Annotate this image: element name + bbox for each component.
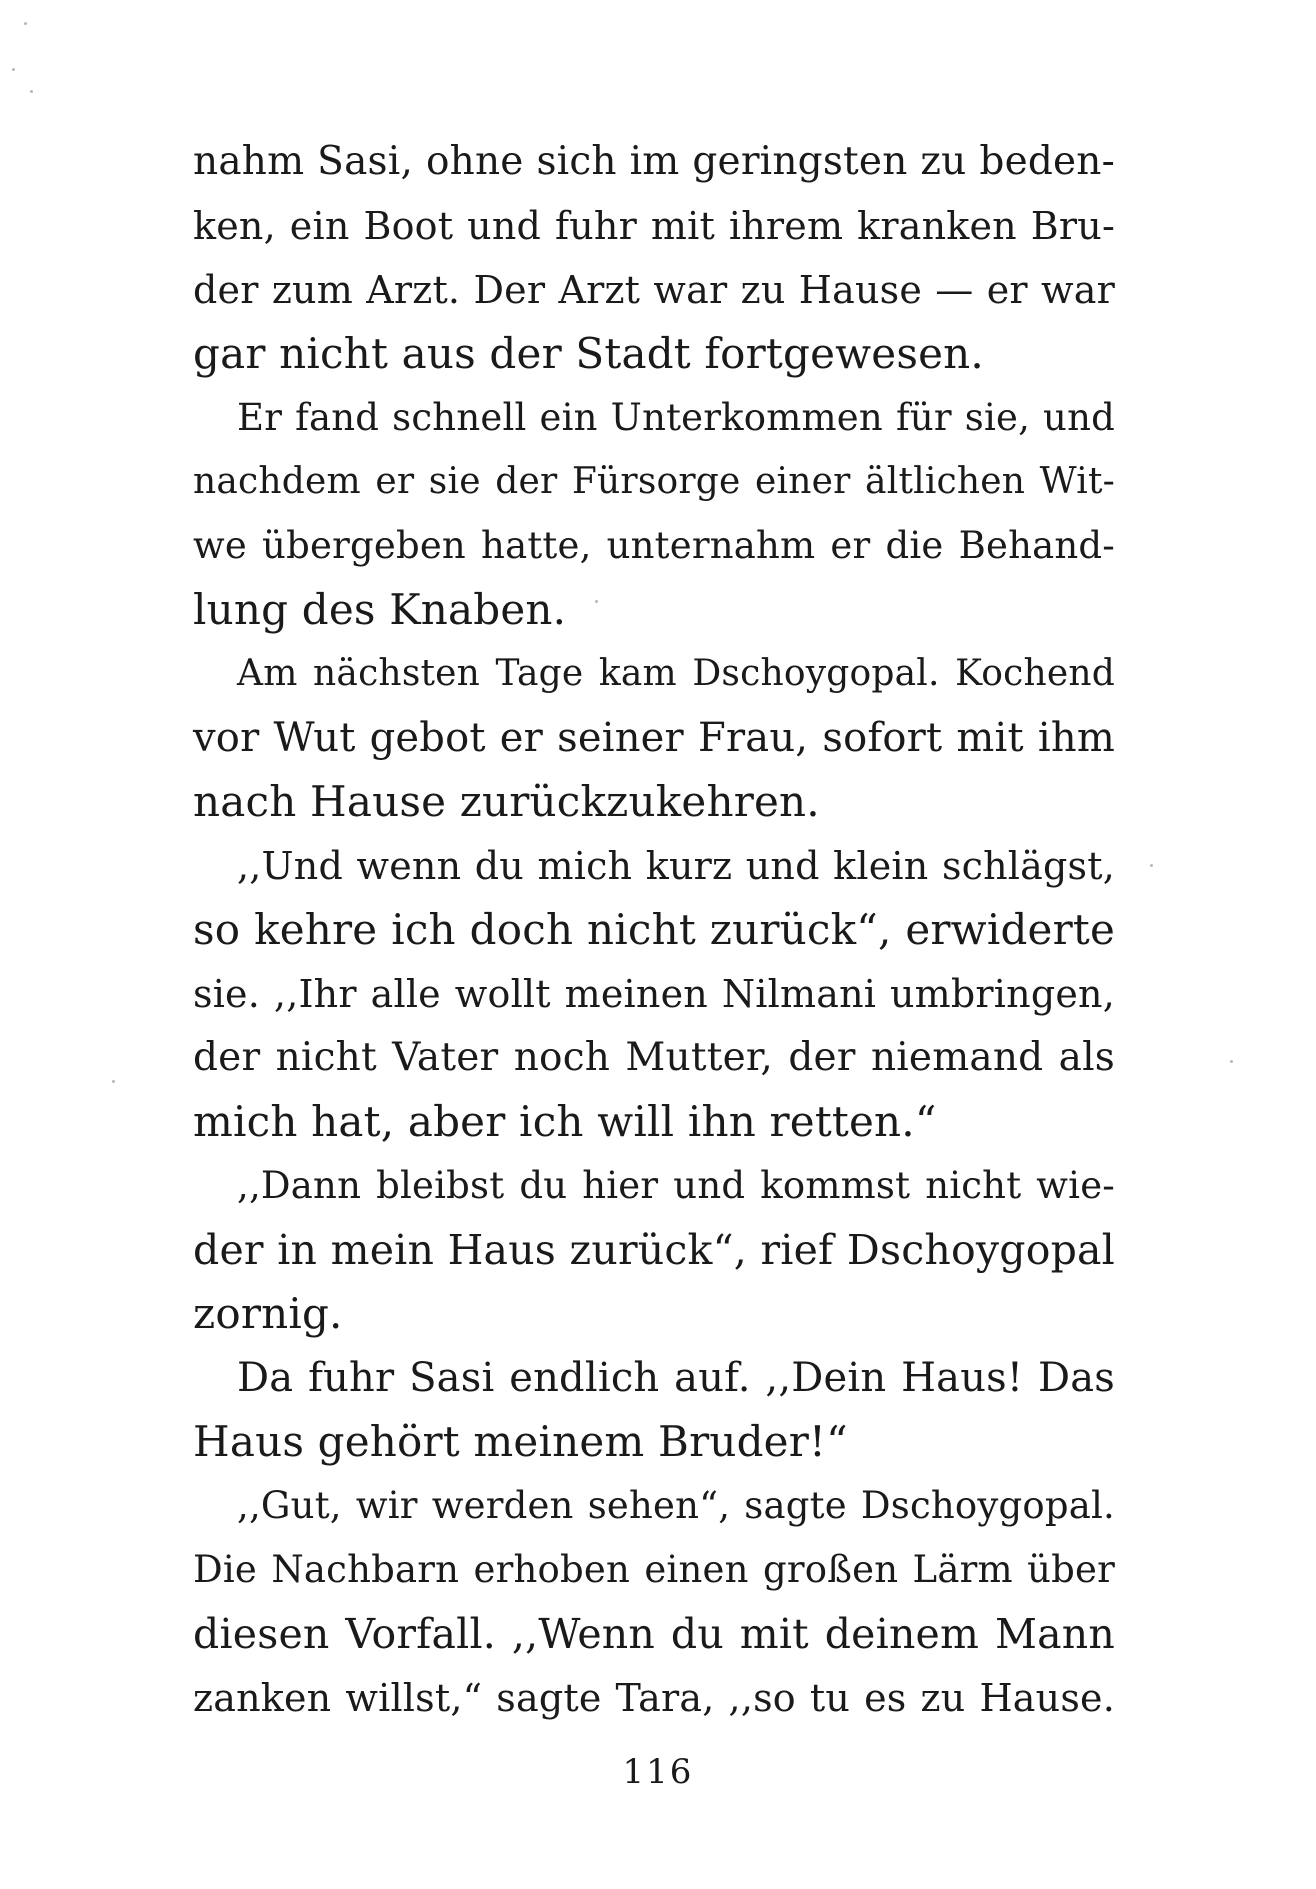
page-number: 116 — [622, 1752, 694, 1792]
text-line: ,,Dann bleibst du hier und kommst nicht wie- — [237, 1164, 1115, 1207]
text-line: lung des Knaben. — [193, 585, 567, 634]
text-line: diesen Vorfall. ,,Wenn du mit deinem Mann — [193, 1610, 1115, 1658]
paper-speck — [1150, 864, 1153, 867]
text-line: Die Nachbarn erhoben einen großen Lärm über — [193, 1548, 1115, 1591]
text-line: der nicht Vater noch Mutter, der niemand als — [193, 1035, 1115, 1080]
text-line: nahm Sasi, ohne sich im geringsten zu beden- — [193, 139, 1115, 184]
text-line: der zum Arzt. Der Arzt war zu Hause — er war — [193, 268, 1115, 312]
text-line: Er fand schnell ein Unterkommen für sie, und — [237, 396, 1115, 439]
text-line: sie. ,,Ihr alle wollt meinen Nilmani umbringen, — [193, 972, 1115, 1016]
paper-speck — [30, 90, 33, 93]
text-line: Da fuhr Sasi endlich auf. ,,Dein Haus! Das — [237, 1355, 1115, 1401]
paper-speck — [24, 22, 27, 25]
text-line: zornig. — [193, 1289, 343, 1338]
text-line: so kehre ich doch nicht zurück“, erwiderte — [193, 905, 1115, 954]
text-line: gar nicht aus der Stadt fortgewesen. — [193, 329, 984, 378]
text-line: nach Hause zurückzukehren. — [193, 777, 820, 826]
text-line: der in mein Haus zurück“, rief Dschoygopal — [193, 1226, 1115, 1274]
text-line: ken, ein Boot und fuhr mit ihrem kranken Bru- — [193, 204, 1115, 248]
text-line: nachdem er sie der Fürsorge einer ältlichen Wit- — [193, 461, 1115, 502]
paper-speck — [1230, 1060, 1233, 1063]
text-line: vor Wut gebot er seiner Frau, sofort mit ihm — [193, 715, 1115, 761]
paper-speck — [112, 1080, 115, 1083]
text-line: ,,Und wenn du mich kurz und klein schlägst, — [237, 844, 1115, 888]
text-line: Am nächsten Tage kam Dschoygopal. Kochend — [237, 653, 1115, 694]
text-line: we übergeben hatte, unternahm er die Behand- — [193, 524, 1115, 567]
text-line: mich hat, aber ich will ihn retten.“ — [193, 1097, 937, 1146]
paper-speck — [12, 68, 15, 71]
text-line: zanken willst,“ sagte Tara, ,,so tu es zu Hause. — [193, 1676, 1115, 1720]
text-line: Haus gehört meinem Bruder!“ — [193, 1417, 848, 1466]
text-line: ,,Gut, wir werden sehen“, sagte Dschoygopal. — [237, 1484, 1115, 1527]
